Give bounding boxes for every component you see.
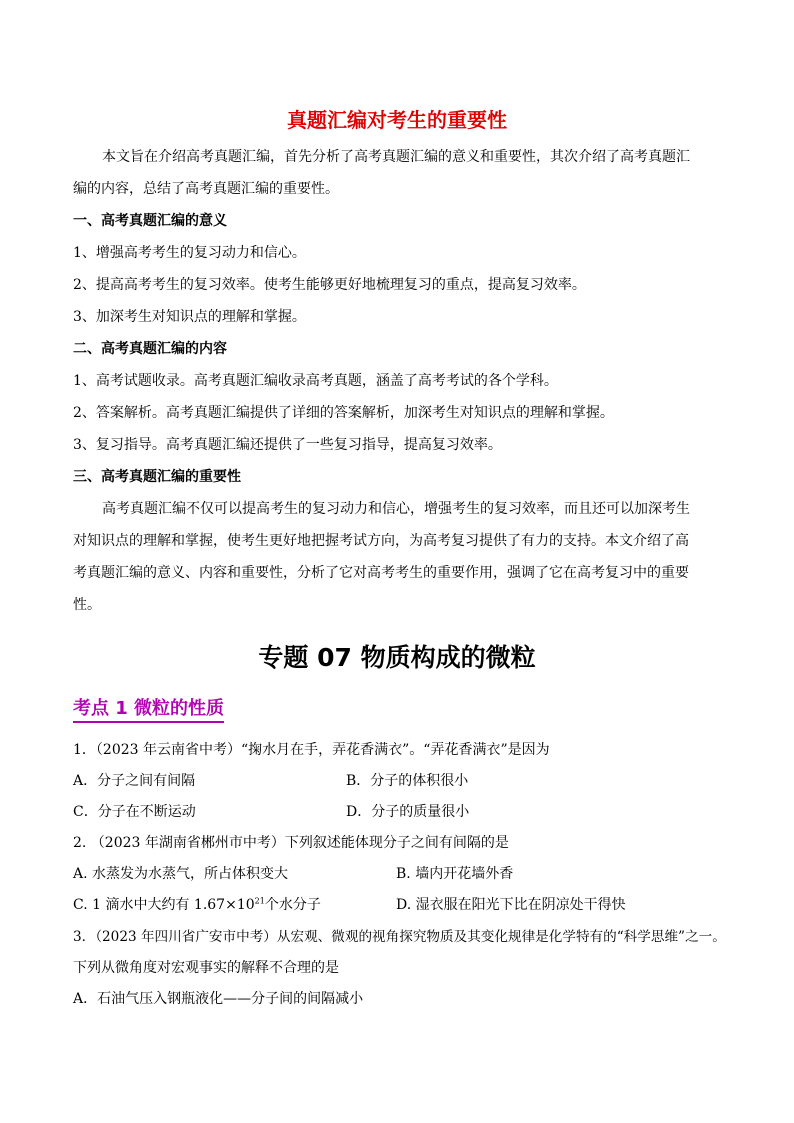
- question-2-option-c-suffix: 个水分子: [264, 897, 321, 913]
- intro-summary-line-2: 编的内容，总结了高考真题汇编的重要性。: [73, 181, 339, 197]
- topic-title: 专题 07 物质构成的微粒: [258, 643, 536, 672]
- intro-title: 真题汇编对考生的重要性: [287, 108, 507, 132]
- question-1-stem: 1．（2023 年云南省中考）“掬水月在手，弄花香满衣”。“弄花香满衣”是因为: [73, 742, 550, 758]
- question-3-stem-line-2: 下列从微角度对宏观事实的解释不合理的是: [73, 960, 339, 976]
- question-1-option-d: D．分子的质量很小: [346, 804, 470, 820]
- section-3-heading: 三、高考真题汇编的重要性: [73, 469, 241, 485]
- section-3-para-line-4: 性。: [73, 597, 101, 613]
- intro-summary-line-1: 本文旨在介绍高考真题汇编，首先分析了高考真题汇编的意义和重要性，其次介绍了高考真题汇: [102, 149, 690, 165]
- question-2-stem: 2. （2023 年湖南省郴州市中考）下列叙述能体现分子之间有间隔的是: [73, 835, 509, 851]
- question-2-option-b: B. 墙内开花墙外香: [396, 866, 514, 882]
- question-1-option-a: A．分子之间有间隔: [73, 773, 196, 789]
- question-2-option-c: [73, 896, 321, 914]
- question-2-option-a: A. 水蒸发为水蒸气，所占体积变大: [73, 866, 289, 882]
- section-1-heading: 一、高考真题汇编的意义: [73, 213, 227, 229]
- section-1-item-1: 1、增强高考考生的复习动力和信心。: [73, 245, 306, 261]
- question-2-option-c-exponent: 21: [254, 896, 265, 906]
- section-3-para-line-3: 考真题汇编的意义、内容和重要性，分析了它对高考考生的重要作用，强调了它在高考复习中的重要: [73, 565, 689, 581]
- question-1-option-c: C．分子在不断运动: [73, 804, 196, 820]
- kaodian-heading: 考点 1 微粒的性质: [73, 694, 224, 723]
- question-2-option-c-prefix: C. 1 滴水中大约有 1.67×10: [73, 897, 255, 913]
- question-2-option-d: D. 湿衣服在阳光下比在阴凉处干得快: [396, 897, 626, 913]
- section-1-item-2: 2、提高高考考生的复习效率。使考生能够更好地梳理复习的重点，提高复习效率。: [73, 277, 586, 293]
- section-1-item-3: 3、加深考生对知识点的理解和掌握。: [73, 309, 306, 325]
- question-3-stem-line-1: 3．（2023 年四川省广安市中考）从宏观、微观的视角探究物质及其变化规律是化学特有的“科学思维”之一。: [73, 929, 726, 945]
- section-3-para-line-2: 对知识点的理解和掌握，使考生更好地把握考试方向，为高考复习提供了有力的支持。本文介绍了高: [73, 533, 689, 549]
- section-2-item-3: 3、复习指导。高考真题汇编还提供了一些复习指导，提高复习效率。: [73, 437, 502, 453]
- section-2-item-2: 2、答案解析。高考真题汇编提供了详细的答案解析，加深考生对知识点的理解和掌握。: [73, 405, 614, 421]
- question-3-option-a: A．石油气压入钢瓶液化——分子间的间隔减小: [73, 991, 364, 1007]
- section-2-item-1: 1、高考试题收录。高考真题汇编收录高考真题，涵盖了高考考试的各个学科。: [73, 373, 558, 389]
- question-1-option-b: B．分子的体积很小: [346, 773, 469, 789]
- section-2-heading: 二、高考真题汇编的内容: [73, 341, 227, 357]
- section-3-para-line-1: 高考真题汇编不仅可以提高考生的复习动力和信心，增强考生的复习效率，而且还可以加深考生: [102, 501, 690, 517]
